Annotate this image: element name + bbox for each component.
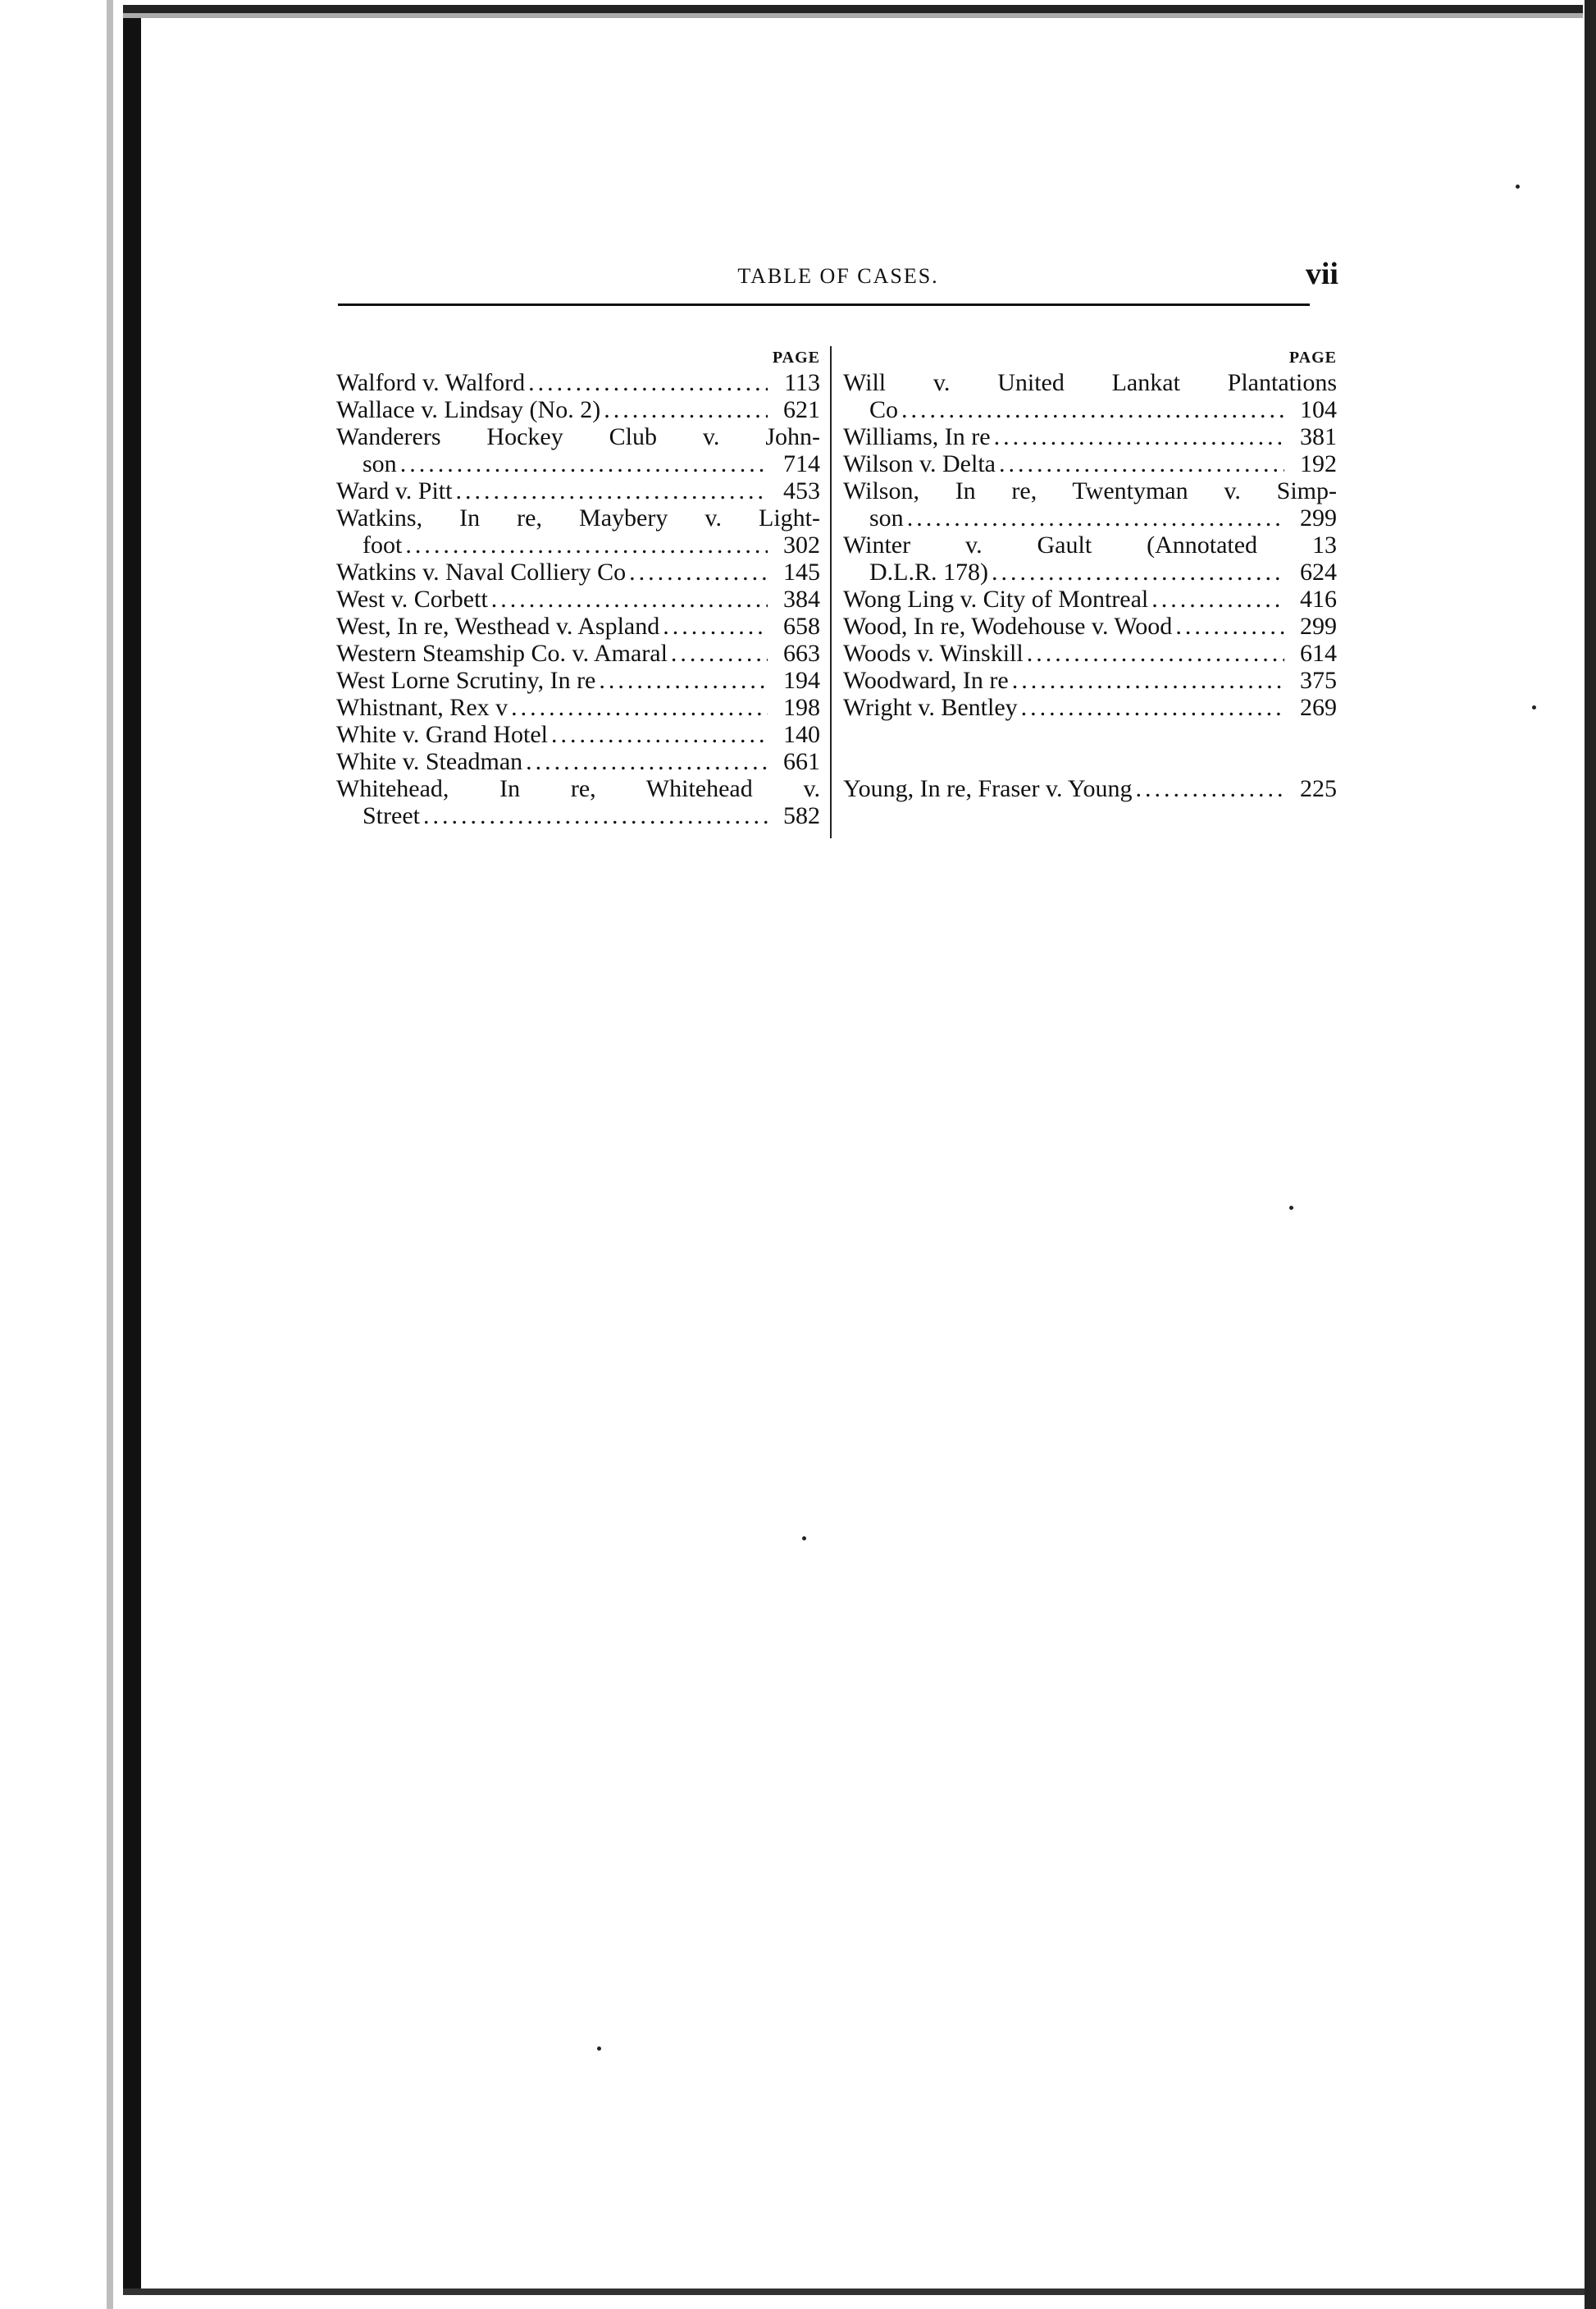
page-bottom-edge: [123, 2288, 1585, 2295]
case-page-number: 384: [783, 586, 820, 613]
case-page-number: 582: [783, 802, 820, 829]
case-page-number: 299: [1300, 504, 1337, 532]
page-top-edge: [123, 5, 1583, 13]
case-name-line: Whitehead, In re, Whitehead v.: [336, 775, 820, 802]
left-column: [336, 346, 820, 829]
case-name: Williams, In re: [843, 423, 991, 450]
case-entry: [336, 613, 820, 640]
case-page-number: 621: [783, 396, 820, 423]
case-entry: [336, 667, 820, 694]
case-line: [843, 667, 1337, 694]
header-page-number: vii: [1305, 257, 1338, 291]
scan-speck: [802, 1536, 806, 1540]
case-name: D.L.R. 178): [869, 559, 988, 586]
case-entry: [843, 667, 1337, 694]
dot-leader: [405, 532, 768, 559]
case-line: [336, 640, 820, 667]
case-name: Young, In re, Fraser v. Young: [843, 775, 1133, 802]
case-page-number: 614: [1300, 640, 1337, 667]
dot-leader: [629, 559, 768, 586]
case-line: [336, 532, 820, 559]
case-page-number: 192: [1300, 450, 1337, 477]
case-page-number: 140: [783, 721, 820, 748]
scan-speck: [1532, 705, 1536, 710]
case-entry: [336, 721, 820, 748]
case-entry: [336, 423, 820, 477]
case-line: [336, 477, 820, 504]
case-line: [843, 613, 1337, 640]
case-line: [843, 396, 1337, 423]
dot-leader: [423, 802, 768, 829]
page-gutter-shadow: [107, 0, 113, 2309]
case-line: [336, 559, 820, 586]
case-entry: [336, 477, 820, 504]
scan-speck: [1289, 1206, 1293, 1210]
column-divider: [830, 346, 832, 838]
dot-leader: [1021, 694, 1284, 721]
dot-leader: [455, 477, 768, 504]
case-line: [843, 504, 1337, 532]
section-gap: [843, 748, 1337, 775]
case-name-line: Wilson, In re, Twentyman v. Simp-: [843, 477, 1337, 504]
case-line: [336, 369, 820, 396]
running-header: [338, 256, 1338, 305]
case-page-number: 624: [1300, 559, 1337, 586]
case-name: son: [363, 450, 397, 477]
case-page-number: 299: [1300, 613, 1337, 640]
case-name-line: Winter v. Gault (Annotated 13: [843, 532, 1337, 559]
case-entry: [336, 775, 820, 829]
case-page-number: 225: [1300, 775, 1337, 802]
case-page-number: 714: [783, 450, 820, 477]
case-entry: [843, 694, 1337, 721]
header-title: TABLE OF CASES.: [737, 264, 939, 288]
case-name: Watkins v. Naval Colliery Co: [336, 559, 627, 586]
dot-leader: [604, 396, 768, 423]
case-entry: [336, 396, 820, 423]
case-page-number: 416: [1300, 586, 1337, 613]
case-entry: [336, 559, 820, 586]
dot-leader: [992, 559, 1284, 586]
case-name: West v. Corbett: [336, 586, 488, 613]
case-name: Woodward, In re: [843, 667, 1009, 694]
case-page-number: 661: [783, 748, 820, 775]
case-line: [843, 559, 1337, 586]
case-page-number: 381: [1300, 423, 1337, 450]
case-entry: [336, 748, 820, 775]
dot-leader: [528, 369, 768, 396]
right-column: [843, 346, 1337, 802]
case-entry: [843, 613, 1337, 640]
case-line: [336, 748, 820, 775]
case-entry: [843, 532, 1337, 586]
case-name: West Lorne Scrutiny, In re: [336, 667, 596, 694]
case-line: [336, 802, 820, 829]
case-line: [336, 450, 820, 477]
case-name: White v. Steadman: [336, 748, 523, 775]
dot-leader: [994, 423, 1284, 450]
dot-leader: [999, 450, 1284, 477]
case-line: [336, 667, 820, 694]
case-entry: [336, 640, 820, 667]
page-binding-edge: [123, 16, 141, 2293]
page-right-edge: [1585, 0, 1596, 2309]
section-gap: [843, 721, 1337, 748]
case-name: Co: [869, 396, 899, 423]
dot-leader: [901, 396, 1284, 423]
case-entry: [336, 504, 820, 559]
dot-leader: [1175, 613, 1284, 640]
page-top-edge-shadow: [123, 13, 1583, 18]
case-name-line: Will v. United Lankat Plantations: [843, 369, 1337, 396]
case-name: Wood, In re, Wodehouse v. Wood: [843, 613, 1173, 640]
case-page-number: 113: [784, 369, 820, 396]
case-name: Whistnant, Rex v: [336, 694, 508, 721]
dot-leader: [551, 721, 768, 748]
case-name: Wallace v. Lindsay (No. 2): [336, 396, 601, 423]
case-page-number: 663: [783, 640, 820, 667]
case-entry: [843, 586, 1337, 613]
case-name: Wright v. Bentley: [843, 694, 1018, 721]
case-entry: [336, 369, 820, 396]
case-name: Wong Ling v. City of Montreal: [843, 586, 1149, 613]
dot-leader: [511, 694, 768, 721]
case-name: son: [869, 504, 904, 532]
scan-speck: [1516, 185, 1520, 189]
dot-leader: [671, 640, 768, 667]
dot-leader: [599, 667, 768, 694]
case-entry: [843, 640, 1337, 667]
case-line: [336, 613, 820, 640]
dot-leader: [1012, 667, 1284, 694]
case-name: Wilson v. Delta: [843, 450, 996, 477]
case-entry: [843, 450, 1337, 477]
case-line: [843, 694, 1337, 721]
case-page-number: 302: [783, 532, 820, 559]
case-page-number: 658: [783, 613, 820, 640]
case-name: Woods v. Winskill: [843, 640, 1024, 667]
case-page-number: 269: [1300, 694, 1337, 721]
case-line: [843, 586, 1337, 613]
case-line: [336, 396, 820, 423]
page-column-label: PAGE: [1288, 349, 1337, 367]
case-entry: [843, 369, 1337, 423]
dot-leader: [663, 613, 768, 640]
page-column-label: PAGE: [772, 349, 820, 367]
case-line: [843, 423, 1337, 450]
dot-leader: [400, 450, 768, 477]
case-entry: [843, 477, 1337, 532]
case-page-number: 194: [783, 667, 820, 694]
case-line: [336, 721, 820, 748]
case-name: Walford v. Walford: [336, 369, 526, 396]
case-line: [843, 450, 1337, 477]
case-entry: [336, 586, 820, 613]
case-line: [336, 586, 820, 613]
dot-leader: [526, 748, 768, 775]
dot-leader: [491, 586, 768, 613]
case-entry: [843, 775, 1337, 802]
case-name: White v. Grand Hotel: [336, 721, 548, 748]
case-name: Western Steamship Co. v. Amaral: [336, 640, 668, 667]
case-page-number: 375: [1300, 667, 1337, 694]
case-name: foot: [363, 532, 403, 559]
dot-leader: [1136, 775, 1284, 802]
case-line: [336, 694, 820, 721]
case-page-number: 453: [783, 477, 820, 504]
header-rule: [338, 303, 1310, 306]
case-name: West, In re, Westhead v. Aspland: [336, 613, 660, 640]
case-page-number: 198: [783, 694, 820, 721]
case-name-line: Wanderers Hockey Club v. John-: [336, 423, 820, 450]
case-name: Street: [363, 802, 420, 829]
case-name-line: Watkins, In re, Maybery v. Light-: [336, 504, 820, 532]
dot-leader: [907, 504, 1284, 532]
case-page-number: 145: [783, 559, 820, 586]
dot-leader: [1151, 586, 1284, 613]
case-name: Ward v. Pitt: [336, 477, 453, 504]
case-entry: [336, 694, 820, 721]
case-entry: [843, 423, 1337, 450]
case-line: [843, 775, 1337, 802]
case-page-number: 104: [1300, 396, 1337, 423]
dot-leader: [1027, 640, 1284, 667]
case-line: [843, 640, 1337, 667]
scan-speck: [597, 2047, 601, 2051]
